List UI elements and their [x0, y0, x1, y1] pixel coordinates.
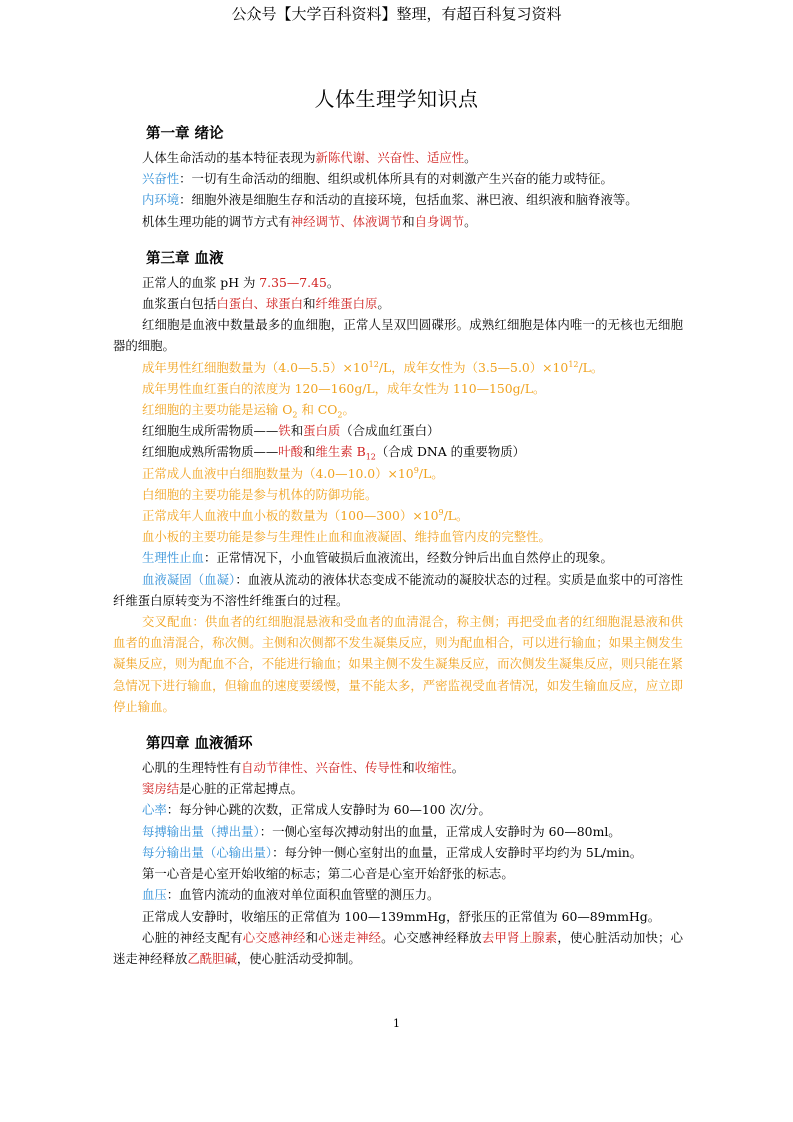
text-run: 。 — [377, 296, 390, 312]
paragraph — [113, 168, 683, 189]
text-run: 心脏的神经支配有 — [142, 929, 243, 945]
text-run: 内环境 — [142, 192, 180, 208]
text-run: 自身调节 — [414, 213, 465, 229]
text-run: 和 — [303, 444, 316, 460]
text-run: /L。 — [578, 359, 604, 375]
text-run: /L。 — [418, 465, 444, 481]
text-run: 白细胞的主要功能是参与机体的防御功能。 — [142, 486, 378, 502]
text-run: 和 — [402, 213, 415, 229]
paragraph — [113, 399, 683, 420]
text-run: 9 — [413, 465, 419, 475]
paragraph — [113, 799, 683, 820]
text-run: 。 — [464, 213, 477, 229]
text-run: 第一心音是心室开始收缩的标志；第二心音是心室开始舒张的标志。 — [142, 866, 514, 882]
paragraph — [113, 526, 683, 547]
paragraph — [113, 927, 683, 969]
text-run: /L。 — [443, 508, 469, 524]
text-run: 人体生命活动的基本特征表现为 — [142, 150, 316, 165]
chapter-heading: 第三章 血液 — [146, 249, 224, 267]
text-run: ：血液从流动的液体状态变成不能流动的凝胶状态的过程。实质是血浆中的可溶性纤维蛋白原转变为不溶性纤维蛋白的过程。 — [113, 571, 684, 608]
text-run: ：正常情况下，小血管破损后血液流出，经数分钟后出血自然停止的现象。 — [203, 550, 613, 566]
text-run: 和 — [290, 423, 304, 439]
text-run: ：细胞外液是细胞生存和活动的直接环境，包括血浆、淋巴液、组织液和脑脊液等。 — [179, 192, 638, 208]
text-run: 12 — [365, 452, 376, 462]
text-run: 。 — [464, 150, 477, 165]
text-run: 成年男性血红蛋白的浓度为 120—160g/L，成年女性为 110—150g/L。 — [142, 380, 546, 396]
text-run: 心迷走神经 — [318, 929, 382, 945]
text-run: 是心脏的正常起搏点。 — [179, 781, 304, 797]
text-run: 红细胞的主要功能是运输 O — [142, 402, 293, 418]
paragraph — [113, 211, 683, 232]
text-run: 维生素 B — [315, 444, 366, 460]
paragraph — [113, 569, 683, 611]
text-run: 。 — [326, 274, 340, 290]
paragraph — [113, 441, 683, 462]
text-run: 和 — [305, 929, 319, 945]
text-run: 红细胞成熟所需物质—— — [142, 444, 279, 460]
text-run: ，使心脏活动受抑制。 — [236, 950, 361, 966]
paragraph — [113, 293, 683, 314]
text-run: （合成 DNA 的重要物质） — [375, 444, 525, 460]
text-run: 和 CO — [297, 402, 338, 418]
text-run: 9 — [438, 507, 444, 517]
text-run: 生理性止血 — [142, 550, 204, 566]
paragraph — [113, 147, 683, 168]
text-run: 。 — [451, 760, 465, 776]
text-run: 蛋白质 — [303, 423, 341, 439]
paragraph — [113, 420, 683, 441]
page-header: 公众号【大学百科资料】整理，有超百科复习资料 — [231, 5, 562, 23]
text-run: 新陈代谢、兴奋性、适应性 — [315, 150, 465, 165]
text-run: ，使心脏活动加快；心迷走神经释放 — [113, 929, 684, 966]
text-run: 12 — [568, 359, 579, 369]
text-run: 红细胞是血液中数量最多的血细胞，正常人呈双凹圆碟形。成熟红细胞是体内唯一的无核也无细胞器的细胞。 — [113, 317, 683, 354]
text-run: 和 — [402, 760, 415, 776]
text-run: 成年男性红细胞数量为（4.0—5.5）×10 — [142, 359, 369, 375]
text-run: ：血管内流动的血液对单位面积血管壁的测压力。 — [166, 887, 440, 903]
paragraph — [113, 884, 683, 905]
paragraph — [113, 505, 683, 526]
text-run: 正常成人安静时，收缩压的正常值为 100—139mmHg，舒张压的正常值为 60—89mmHg。 — [142, 908, 661, 924]
text-run: 血压 — [142, 887, 167, 903]
text-run: 2 — [292, 410, 298, 420]
paragraph — [113, 314, 683, 356]
text-run: 。心交感神经释放 — [381, 929, 482, 945]
paragraph — [113, 611, 683, 717]
chapter-heading: 第一章 绪论 — [146, 125, 224, 142]
text-run: 7.35—7.45 — [259, 274, 327, 290]
text-run: 和 — [303, 296, 316, 312]
text-run: 正常成年人血液中血小板的数量为（100—300）×10 — [142, 508, 439, 524]
paragraph — [113, 189, 683, 210]
page-number: 1 — [393, 1017, 400, 1030]
paragraph — [113, 842, 683, 863]
paragraph — [113, 357, 683, 378]
text-run: 去甲肾上腺素 — [481, 929, 558, 945]
text-run: 每搏输出量（搏出量） — [142, 823, 260, 839]
paragraph — [113, 906, 683, 927]
paragraph — [113, 778, 683, 799]
text-run: 每分输出量（心输出量） — [142, 844, 273, 860]
document-body — [113, 122, 683, 969]
text-run: 血小板的主要功能是参与生理性止血和血液凝固、维持血管内皮的完整性。 — [142, 529, 551, 545]
chapter-heading: 第四章 血液循环 — [146, 735, 253, 753]
text-run: /L，成年女性为（3.5—5.0）×10 — [378, 359, 569, 375]
paragraph — [113, 484, 683, 505]
text-run: ：一切有生命活动的细胞、组织或机体所具有的对刺激产生兴奋的能力或特征。 — [179, 171, 613, 187]
paragraph — [113, 463, 683, 484]
text-run: 交叉配血：供血者的红细胞混悬液和受血者的血清混合，称主侧；再把受血者的红细胞混悬液和供血者的血清混合，称次侧。主侧和次侧都不发生凝集反应，则为配血相合，可以进行输血；如果主侧发生凝集反应，则为配血不合，不能进行输血；如果主侧不发生凝集反应，而次侧发生凝集反应，则只能在紧急情况下进行输血，但输血的速度要缓慢，量不能太多，严密监视受血者情况，如发生输血反应，应立即停止输血。 — [113, 614, 683, 714]
text-run: 正常成人血液中白细胞数量为（4.0—10.0）×10 — [142, 465, 414, 481]
paragraph — [113, 821, 683, 842]
text-run: 正常人的血浆 pH 为 — [142, 274, 260, 290]
text-run: 血液凝固（血凝） — [142, 571, 236, 587]
text-run: ：一侧心室每次搏动射出的血量，正常成人安静时为 60—80ml。 — [259, 823, 621, 839]
text-run: 心肌的生理特性有 — [142, 760, 242, 776]
text-run: ：每分钟心跳的次数，正常成人安静时为 60—100 次/分。 — [166, 802, 491, 818]
text-run: 叶酸 — [278, 444, 304, 460]
paragraph — [113, 547, 683, 568]
text-run: 兴奋性 — [142, 171, 180, 187]
text-run: 神经调节、体液调节 — [290, 213, 403, 229]
text-run: ：每分钟一侧心室射出的血量，正常成人安静时平均约为 5L/min。 — [272, 844, 643, 860]
text-run: （合成血红蛋白） — [340, 423, 440, 439]
text-run: 白蛋白、球蛋白 — [216, 296, 304, 312]
text-run: 血浆蛋白包括 — [142, 296, 217, 312]
text-run: 纤维蛋白原 — [315, 296, 378, 312]
text-run: 乙酰胆碱 — [187, 950, 237, 966]
text-run: 铁 — [278, 423, 291, 439]
paragraph — [113, 757, 683, 778]
text-run: 红细胞生成所需物质—— — [142, 423, 279, 439]
paragraph — [113, 272, 683, 293]
paragraph — [113, 378, 683, 399]
document-title: 人体生理学知识点 — [314, 87, 479, 111]
paragraph — [113, 863, 683, 884]
text-run: 机体生理功能的调节方式有 — [142, 213, 291, 229]
text-run: 12 — [368, 359, 379, 369]
text-run: 。 — [342, 402, 355, 418]
text-run: 窦房结 — [142, 781, 180, 797]
text-run: 自动节律性、兴奋性、传导性 — [241, 760, 403, 776]
text-run: 收缩性 — [414, 760, 452, 776]
text-run: 2 — [337, 410, 343, 420]
text-run: 心交感神经 — [242, 929, 306, 945]
text-run: 心率 — [142, 802, 167, 818]
